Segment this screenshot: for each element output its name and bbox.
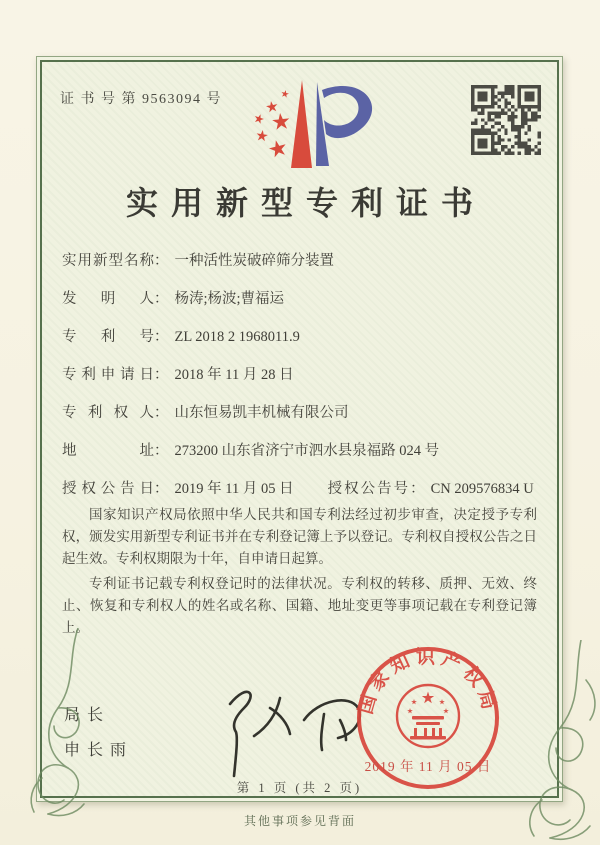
colon: ： bbox=[154, 253, 169, 269]
commissioner-title: 局长 bbox=[64, 707, 111, 724]
certificate-number: 证 书 号 第 9563094 号 bbox=[60, 92, 222, 107]
field-patent-no-value: ZL 2018 2 1968011.9 bbox=[174, 329, 300, 345]
legal-text bbox=[62, 504, 537, 642]
field-grant-no-value: CN 209576834 U bbox=[430, 481, 534, 497]
colon: ： bbox=[154, 481, 169, 497]
field-patent-no-label: 专利号 bbox=[62, 329, 154, 345]
back-note: 其他事项参见背面 bbox=[243, 814, 356, 828]
seal-text: 国家知识产权局 bbox=[355, 647, 501, 717]
field-inventor-value: 杨涛;杨波;曹福运 bbox=[174, 291, 285, 307]
field-grant-row bbox=[62, 478, 539, 500]
field-address-label: 地址 bbox=[62, 443, 154, 459]
colon: ： bbox=[154, 443, 169, 459]
field-address bbox=[62, 440, 539, 462]
field-filing-date-label: 专利申请日 bbox=[62, 367, 154, 383]
certificate-inner-frame bbox=[40, 60, 559, 798]
field-grant-no-label: 授权公告号 bbox=[327, 481, 411, 497]
field-grant-date-value: 2019 年 11 月 05 日 bbox=[174, 481, 294, 497]
field-filing-date-value: 2018 年 11 月 28 日 bbox=[174, 367, 294, 383]
legal-paragraph-1: 国家知识产权局依照中华人民共和国专利法经过初步审查，决定授予专利权，颁发实用新型专利证书并在专利登记簿上予以登记。专利权自授权公告之日起生效。专利权期限为十年，自申请日起算。 bbox=[62, 507, 537, 566]
field-filing-date bbox=[62, 364, 539, 386]
certificate-frame bbox=[36, 56, 563, 802]
field-patentee-label: 专利权人 bbox=[62, 405, 154, 421]
legal-paragraph-2: 专利证书记载专利权登记时的法律状况。专利权的转移、质押、无效、终止、恢复和专利权人的姓名或名称、国籍、地址变更等事项记载在专利登记簿上。 bbox=[62, 576, 537, 635]
field-name-label: 实用新型名称 bbox=[62, 253, 154, 269]
colon: ： bbox=[154, 405, 169, 421]
colon: ： bbox=[154, 291, 169, 307]
colon: ： bbox=[154, 367, 169, 383]
commissioner-block bbox=[64, 698, 133, 768]
colon: ： bbox=[154, 329, 169, 345]
qr-code-icon bbox=[471, 85, 541, 155]
svg-text:国家知识产权局 bbox=[355, 645, 502, 716]
field-address-value: 273200 山东省济宁市泗水县泉福路 024 号 bbox=[174, 443, 440, 459]
commissioner-name: 申长雨 bbox=[64, 742, 134, 759]
cnipa-logo-icon bbox=[232, 76, 384, 176]
field-patentee bbox=[62, 402, 539, 424]
field-inventor-label: 发明人 bbox=[62, 291, 154, 307]
field-name bbox=[62, 250, 539, 272]
field-patentee-value: 山东恒易凯丰机械有限公司 bbox=[174, 405, 349, 421]
field-patent-no bbox=[62, 326, 539, 348]
colon: ： bbox=[410, 481, 425, 497]
certificate-title: 实用新型专利证书 bbox=[125, 185, 486, 221]
national-emblem-icon bbox=[397, 685, 459, 747]
field-grant-date-label: 授权公告日 bbox=[62, 481, 154, 497]
qr-code-svg bbox=[471, 85, 541, 155]
field-name-value: 一种活性炭破碎筛分装置 bbox=[174, 253, 334, 269]
field-inventor bbox=[62, 288, 539, 310]
page-number: 第 1 页 (共 2 页) bbox=[236, 781, 363, 795]
seal-date: 2019 年 11 月 05 日 bbox=[364, 759, 492, 774]
field-grant-no bbox=[328, 481, 534, 497]
certificate-fields bbox=[62, 250, 539, 516]
